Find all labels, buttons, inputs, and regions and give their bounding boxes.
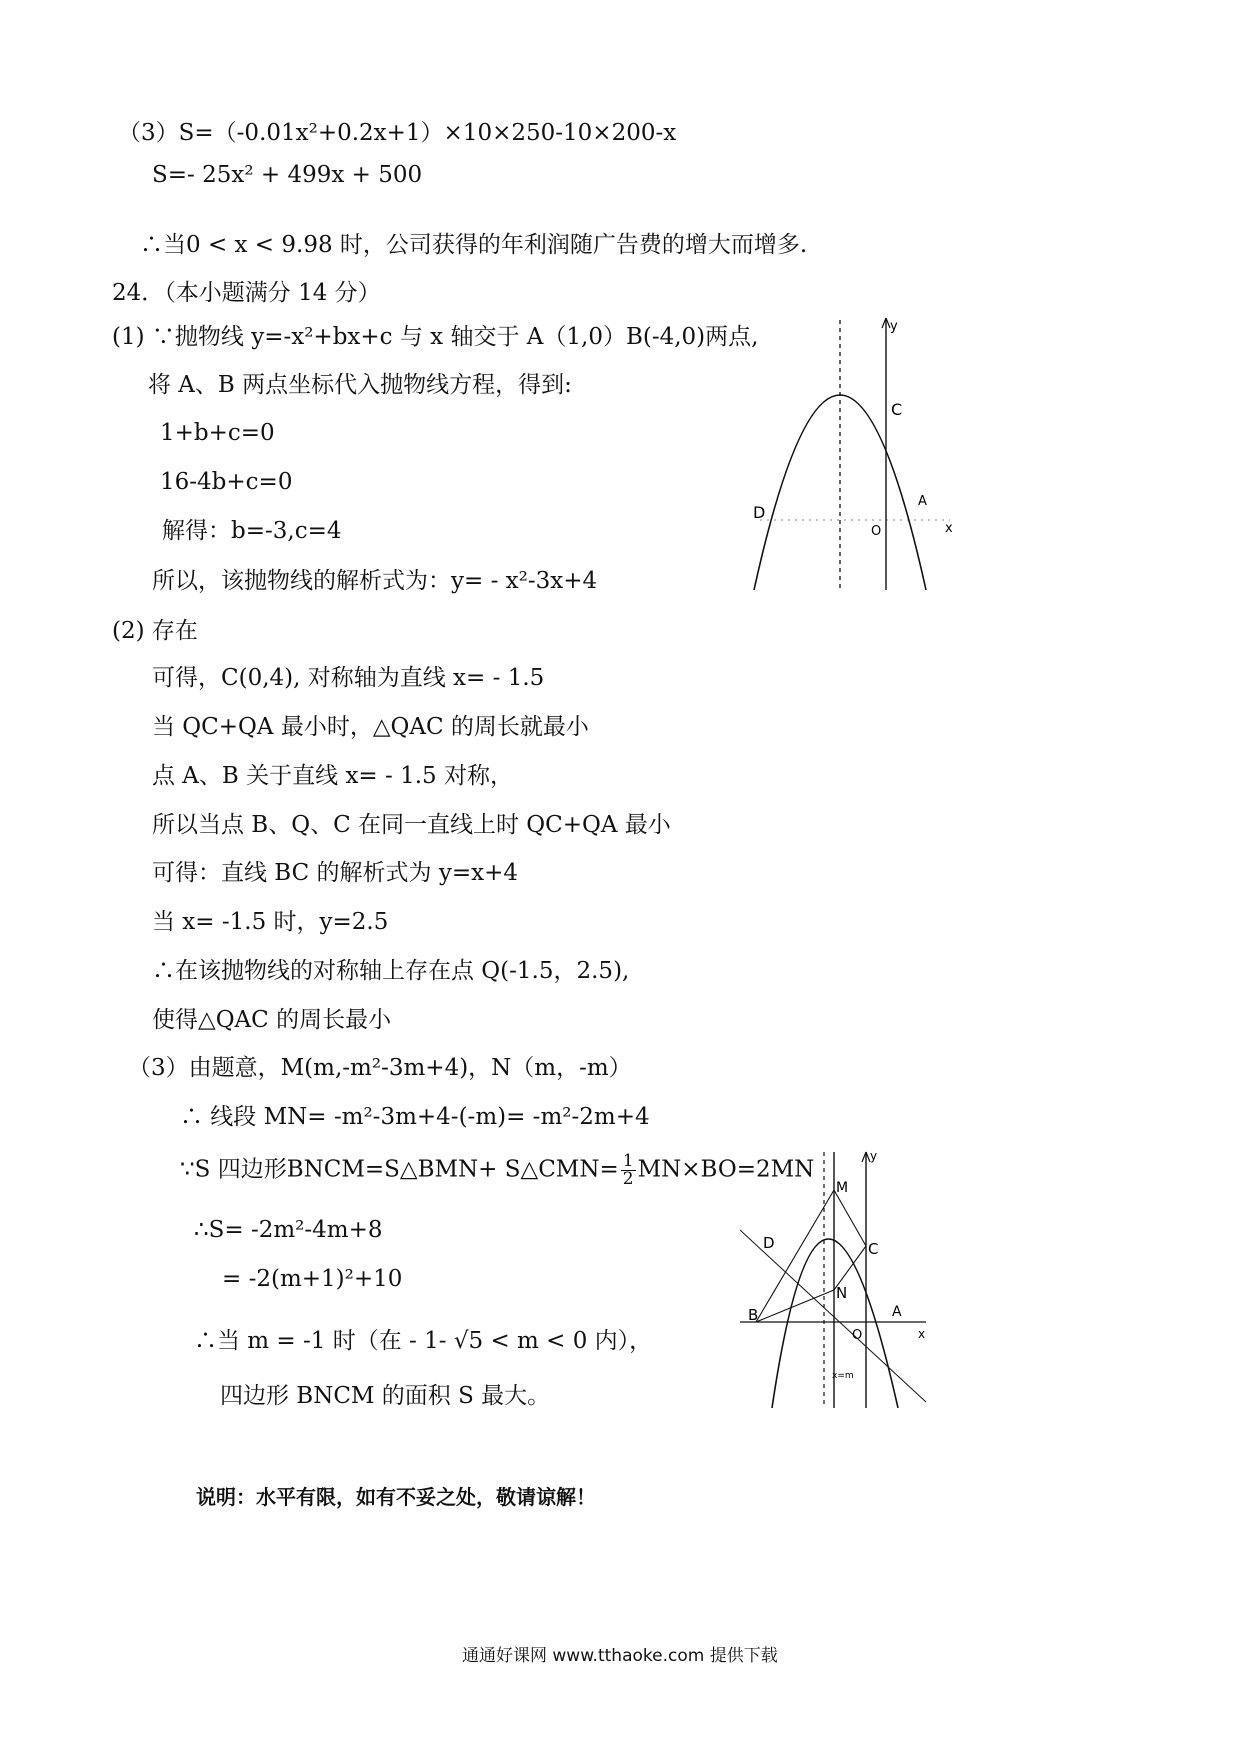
figure-1-parabola bbox=[740, 310, 970, 600]
part2-line-4: 所以当点 B、Q、C 在同一直线上时 QC+QA 最小 bbox=[152, 812, 671, 838]
line-x-equals-m-label: x=m bbox=[832, 1371, 854, 1381]
equation-2: 16-4b+c=0 bbox=[160, 469, 293, 495]
page-footer: 通通好课网 www.tthaoke.com 提供下载 bbox=[462, 1646, 778, 1666]
y-axis-label: y bbox=[890, 319, 898, 334]
part2-line-5: 可得：直线 BC 的解析式为 y=x+4 bbox=[152, 860, 519, 886]
area-relation-left: ∵S 四边形BNCM=S△BMN+ S△CMN= bbox=[180, 1156, 619, 1183]
area-relation-right: MN×BO=2MN bbox=[637, 1156, 815, 1183]
point-d-label: D bbox=[753, 503, 766, 522]
fraction-numerator: 1 bbox=[622, 1151, 634, 1171]
part2-line-7: ∴在该抛物线的对称轴上存在点 Q(-1.5，2.5), bbox=[152, 958, 630, 984]
point-a-label: A bbox=[918, 494, 927, 509]
equation-1: 1+b+c=0 bbox=[160, 420, 275, 446]
origin-label: O bbox=[871, 524, 882, 539]
q24-part1-statement: (1) ∵抛物线 y=-x²+bx+c 与 x 轴交于 A（1,0）B(-4,0)两点, bbox=[112, 324, 759, 350]
y-axis-label: y bbox=[870, 1150, 878, 1163]
part3-s-simplified: S=- 25x² + 499x + 500 bbox=[152, 162, 423, 188]
origin-label: O bbox=[852, 1328, 863, 1343]
q24-part2-heading: (2) 存在 bbox=[112, 618, 198, 644]
part3-area-relation bbox=[180, 1153, 814, 1188]
question-24-heading: 24．（本小题满分 14 分） bbox=[112, 280, 381, 306]
q24-part3-heading: （3）由题意，M(m,-m²-3m+4)，N（m，-m） bbox=[128, 1055, 632, 1081]
parabola-curve bbox=[772, 1239, 898, 1408]
figure-2-quadrilateral bbox=[740, 1150, 940, 1410]
part2-line-6: 当 x= -1.5 时，y=2.5 bbox=[152, 909, 389, 935]
point-c-label: C bbox=[868, 1240, 879, 1258]
point-b-label: B bbox=[748, 1306, 759, 1324]
part3-s-expression: （3）S=（-0.01x²+0.2x+1）×10×250-10×200-x bbox=[118, 120, 677, 146]
one-half-fraction bbox=[621, 1153, 636, 1188]
parabola-expression: 所以，该抛物线的解析式为：y= - x²-3x+4 bbox=[152, 568, 598, 594]
point-d-label: D bbox=[763, 1234, 775, 1252]
part3-s-formula: ∴S= -2m²-4m+8 bbox=[194, 1217, 383, 1243]
author-note: 说明：水平有限，如有不妥之处，敬请谅解！ bbox=[196, 1485, 596, 1509]
part2-line-1: 可得，C(0,4), 对称轴为直线 x= - 1.5 bbox=[152, 665, 545, 691]
point-n-label: N bbox=[836, 1284, 848, 1302]
part2-line-2: 当 QC+QA 最小时，△QAC 的周长就最小 bbox=[152, 714, 589, 740]
part3-conclusion: ∴当0 < x < 9.98 时，公司获得的年利润随广告费的增大而增多. bbox=[140, 232, 808, 258]
q24-part1-substitute: 将 A、B 两点坐标代入抛物线方程，得到: bbox=[148, 372, 572, 398]
point-m-label: M bbox=[836, 1180, 849, 1196]
fraction-denominator: 2 bbox=[622, 1169, 634, 1189]
part3-s-vertex-form: = -2(m+1)²+10 bbox=[222, 1266, 403, 1292]
x-axis-label: x bbox=[918, 1327, 926, 1341]
point-a-label: A bbox=[892, 1304, 902, 1320]
part2-line-8: 使得△QAC 的周长最小 bbox=[152, 1007, 392, 1033]
point-c-label: C bbox=[891, 400, 903, 419]
segment-mc bbox=[834, 1190, 866, 1246]
part3-max-condition: ∴当 m = -1 时（在 - 1- √5 < m < 0 内）， bbox=[194, 1328, 653, 1354]
x-axis-label: x bbox=[945, 521, 953, 536]
part2-line-3: 点 A、B 关于直线 x= - 1.5 对称， bbox=[152, 763, 513, 789]
part3-mn-length: ∴ 线段 MN= -m²-3m+4-(-m)= -m²-2m+4 bbox=[180, 1104, 650, 1130]
part3-max-conclusion: 四边形 BNCM 的面积 S 最大。 bbox=[220, 1383, 551, 1409]
solution-bc: 解得：b=-3,c=4 bbox=[162, 518, 342, 544]
